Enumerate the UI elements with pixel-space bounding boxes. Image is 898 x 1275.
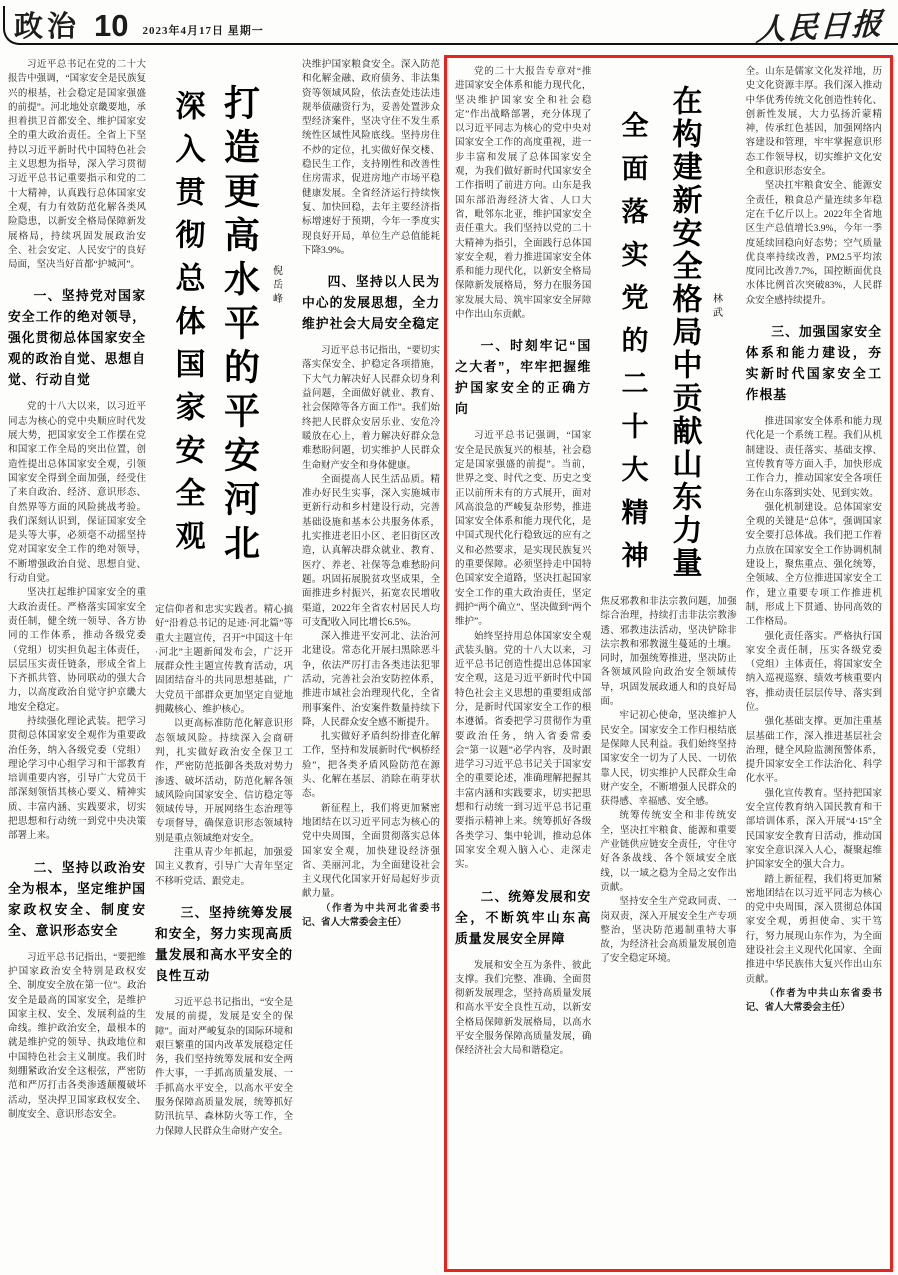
body-paragraph: 习近平总书记指出，“要切实落实保安全、护稳定各项措施，下大气力解决好人民群众切身利益问题，全面做好就业、教育、社会保障等各方面工作”。我们始终把人民群众安居乐业、安危冷暖放在心上，着力解决好群众急难愁盼问题，切实维护人民群众生命财产安全和身体健康。 bbox=[302, 346, 440, 471]
author-note: （作者为中共山东省委书记、省人大常委会主任） bbox=[745, 987, 882, 1014]
section-title: 政治 bbox=[14, 11, 81, 43]
body-paragraph: 全。山东是儒家文化发祥地，历史文化资源丰厚。我们深入推动中华优秀传统文化创造性转化、创新性发展，大力弘扬沂蒙精神，传承红色基因，加强网络内容建设和管理，牢牢掌握意识形态工作领导权，切实维护文化安全和意识形态安全。 bbox=[745, 67, 882, 178]
author-note: （作者为中共河北省委书记、省人大常委会主任） bbox=[302, 902, 440, 929]
body-paragraph: 统筹传统安全和非传统安全，坚决扛牢粮食、能源和重要产业链供应链安全责任，守住守好各条战线、各个领域安全底线，以一域之稳为全局之安作出贡献。 bbox=[600, 811, 737, 893]
hebei-column-2 bbox=[155, 58, 293, 1270]
body-paragraph: 定信仰者和忠实实践者。精心搞好“沿着总书记的足迹·河北篇”等重大主题宣传，召开“中国这十年·河北”主题新闻发布会，广泛开展群众性主题宣传教育活动，巩固团结奋斗的共同思想基础，广大党员干部群众更加坚定自觉地拥戴核心、维护核心。 bbox=[155, 605, 293, 716]
shandong-main-title: 在构建新安全格局中贡献山东力量 bbox=[667, 85, 701, 580]
shandong-column-2-text bbox=[600, 595, 736, 967]
section-heading: 三、加强国家安全体系和能力建设，夯实新时代国家安全工作根基 bbox=[745, 324, 882, 403]
body-paragraph: 决维护国家粮食安全。深入防范和化解金融、政府债务、非法集资等领域风险，依法查处违法违规举债融资行为，妥善处置涉众型经济案件，坚决守住不发生系统性区域性风险底线。坚持房住不炒的定位，扎实做好保交楼、稳民生工作，支持刚性和改善性住房需求，促进房地产市场平稳健康发展。全省经济运行持续恢复、加快回稳，去年主要经济指标增速好于预期，今年一季度实现良好开局，单位生产总值能耗下降3.9%。 bbox=[302, 60, 440, 256]
section-heading: 一、坚持党对国家安全工作的绝对领导，强化贯彻总体国家安全观的政治自觉、思想自觉、行动自觉 bbox=[8, 288, 146, 388]
page-header bbox=[0, 0, 898, 55]
body-paragraph: 持续强化理论武装。把学习贯彻总体国家安全观作为重要政治任务，纳入各级党委（党组）理论学习中心组学习和干部教育培训重要内容，引导广大党员干部深刻领悟其核心要义、精神实质、丰富内涵、实践要求，切实把思想和行动统一到党中央决策部署上来。 bbox=[8, 716, 146, 842]
body-paragraph: 牢记初心使命，坚决维护人民安全。国家安全工作归根结底是保障人民利益。我们始终坚持国家安全一切为了人民、一切依靠人民，切实维护人民群众生命财产安全，不断增强人民群众的获得感、幸福感、安全感。 bbox=[600, 711, 737, 808]
body-paragraph: 坚持安全生产党政同责、一岗双责，深入开展安全生产专项整治，坚决防范遏制重特大事故，为经济社会高质量发展创造了安全稳定环境。 bbox=[600, 897, 737, 965]
body-paragraph: 新征程上，我们将更加紧密地团结在以习近平同志为核心的党中央周围，全面贯彻落实总体国家安全观，加快建设经济强省、美丽河北，为全面建设社会主义现代化国家开好局起好步贡献力量。 bbox=[302, 803, 440, 900]
shandong-column-2 bbox=[600, 65, 736, 1262]
hebei-column-2-text bbox=[155, 603, 293, 1139]
body-paragraph: 习近平总书记在党的二十大报告中强调，“国家安全是民族复兴的根基，社会稳定是国家强盛的前提”。河北地处京畿要地，承担着拱卫首都安全、维护国家安全的重大政治责任。全省上下坚持以习近平新时代中国特色社会主义思想为指导，深入学习贯彻习近平总书记重要指示和党的二十大精神，认真践行总体国家安全观，有力有效防范化解各类风险隐患，以新安全格局保障新发展格局，持续巩固发展政治安全、社会安定、人民安宁的良好局面，坚决当好首都“护城河”。 bbox=[8, 60, 146, 271]
body-paragraph: 注重从青少年抓起，加强爱国主义教育，引导广大青年坚定不移听党话、跟党走。 bbox=[155, 848, 293, 887]
body-paragraph: 党的二十大报告专章对“推进国家安全体系和能力现代化，坚决维护国家安全和社会稳定”作出战略部署，充分体现了以习近平同志为核心的党中央对国家安全工作的高度重视，进一步丰富和发展了总体国家安全观，为我们做好新时代国家安全工作指明了前进方向。山东是我国东部沿海经济大省、人口大省，毗邻东北亚，维护国家安全责任重大。我们坚持以党的二十大精神为指引，全面践行总体国家安全观，着力推进国家安全体系和能力现代化，以新安全格局保障新发展格局，努力在服务国家发展大局、筑牢国家安全屏障中作出山东贡献。 bbox=[455, 67, 592, 321]
shandong-column-3 bbox=[746, 65, 882, 1262]
body-paragraph: 党的十八大以来，以习近平同志为核心的党中央顺应时代发展大势，把国家安全工作摆在党和国家工作全局的突出位置，创造性提出总体国家安全观，引领国家安全得到全面加强，经受住了来自政治、经济、意识形态、自然界等方面的风险挑战考验。我们深刻认识到，保证国家安全是头等大事，必须毫不动摇坚持党对国家安全工作的绝对领导，不断增强政治自觉、思想自觉、行动自觉。 bbox=[8, 402, 146, 585]
hebei-headline-block bbox=[155, 58, 293, 603]
body-paragraph: 习近平总书记指出，“安全是发展的前提，发展是安全的保障”。面对严峻复杂的国际环境和艰巨繁重的国内改革发展稳定任务，我们坚持统筹发展和安全两件大事，一手抓高质量发展、一手抓高水平安全，以高水平安全服务保障高质量发展，统筹抓好防汛抗旱、森林防火等工作，全力保障人民群众生命财产安全。 bbox=[155, 997, 293, 1137]
body-paragraph: 推进国家安全体系和能力现代化是一个系统工程。我们从机制建设、责任落实、基础支撑、宣传教育等方面入手，加快形成工作合力，推动国家安全各项任务在山东落到实处、见到实效。 bbox=[745, 417, 882, 499]
body-paragraph: 深入推进平安河北、法治河北建设。常态化开展扫黑除恶斗争，依法严厉打击各类违法犯罪活动，完善社会治安防控体系，推进市域社会治理现代化，全省刑事案件、治安案件数量持续下降，人民群众安全感不断提升。 bbox=[302, 632, 440, 728]
section-heading: 二、坚持以政治安全为根本，坚定维护国家政权安全、制度安全、意识形态安全 bbox=[8, 859, 146, 938]
body-paragraph: 焦反邪教和非法宗教问题，加强综合治理，持续打击非法宗教渗透、邪教违法活动，坚决铲除非法宗教和邪教滋生蔓延的土壤。同时，加强统筹推进，坚决防止各领域风险向政治安全领域传导，巩固发展政通人和的良好局面。 bbox=[600, 597, 737, 708]
masthead-logo: 人民日报 bbox=[754, 6, 885, 49]
shandong-headline-block bbox=[600, 65, 736, 595]
body-paragraph: 以更高标准防范化解意识形态领域风险。持续深入会商研判，扎实做好政治安全保卫工作，严密防范抵御各类敌对势力渗透、破坏活动，防范化解各领域风险向国家安全、信访稳定等领域传导，开展网络生态治理等专项督导，确保意识形态领域特别是重点领域绝对安全。 bbox=[155, 719, 293, 844]
body-paragraph: 强化基础支撑。更加注重基层基础工作，深入推进基层社会治理，健全风险监测预警体系，提升国家安全工作法治化、科学化水平。 bbox=[745, 717, 882, 785]
section-heading: 三、坚持统筹发展和安全，努力实现高质量发展和高水平安全的良性互动 bbox=[155, 904, 293, 983]
hebei-main-title: 打造更高水平的平安河北 bbox=[219, 84, 261, 568]
body-paragraph: 习近平总书记强调，“国家安全是民族复兴的根基，社会稳定是国家强盛的前提”。当前，世界之变、时代之变、历史之变正以前所未有的方式展开，面对风高浪急的严峻复杂形势，推进国家安全体系和能力现代化，是中国式现代化行稳致远的应有之义和必然要求，是实现民族复兴的重要保障。必须坚持走中国特色国家安全道路，坚决扛起国家安全工作的重大政治责任，坚定拥护“两个确立”、坚决做到“两个维护”。 bbox=[455, 431, 592, 628]
hebei-kicker: 深入贯彻总体国家安全观 bbox=[170, 90, 204, 563]
body-paragraph: 强化宣传教育。坚持把国家安全宣传教育纳入国民教育和干部培训体系，深入开展“4·15”全民国家安全教育日活动，推动国家安全意识深入人心，凝聚起维护国家安全的强大合力。 bbox=[745, 788, 882, 871]
hebei-column-3 bbox=[302, 58, 440, 1270]
hebei-byline: 倪岳峰 bbox=[270, 265, 282, 307]
section-heading: 二、统筹发展和安全，不断筑牢山东高质量发展安全屏障 bbox=[455, 888, 592, 946]
body-paragraph: 强化责任落实。严格执行国家安全责任制，压实各级党委（党组）主体责任，将国家安全纳入巡视巡察、绩效考核重要内容，推动责任层层传导、落实到位。 bbox=[745, 631, 882, 713]
body-paragraph: 扎实做好矛盾纠纷排查化解工作，坚持和发展新时代“枫桥经验”，把各类矛盾风险防范在源头、化解在基层、消除在萌芽状态。 bbox=[302, 732, 440, 800]
shandong-column-1 bbox=[455, 65, 591, 1262]
body-paragraph: 始终坚持用总体国家安全观武装头脑。党的十八大以来，习近平总书记创造性提出总体国家安全观，这是习近平新时代中国特色社会主义思想的重要组成部分，是新时代国家安全工作的根本遵循。省委把学习贯彻作为重要政治任务，纳入省委常委会“第一议题”必学内容，及时跟进学习习近平总书记关于国家安全的重要论述，准确理解把握其丰富内涵和实践要求，切实把思想和行动统一到习近平总书记重要指示精神上来。统筹抓好各级各类学习、集中轮训，推动总体国家安全观入脑入心、走深走实。 bbox=[455, 631, 592, 871]
article-shandong-red-frame bbox=[444, 55, 893, 1272]
article-hebei bbox=[8, 58, 440, 1270]
hebei-column-1 bbox=[8, 58, 146, 1270]
body-paragraph: 全面提高人民生活品质。精准办好民生实事，深入实施城市更新行动和乡村建设行动，完善基础设施和基本公共服务体系，扎实推进老旧小区、老旧街区改造，认真解决群众就业、教育、医疗、养老、社保等急难愁盼问题。巩固拓展脱贫攻坚成果，全面推进乡村振兴，拓宽农民增收渠道，2022年全省农村居民人均可支配收入同比增长6.5%。 bbox=[302, 474, 440, 628]
shandong-kicker: 全面落实党的二十大精神 bbox=[617, 111, 648, 584]
section-heading: 一、时刻牢记“国之大者”，牢牢把握维护国家安全的正确方向 bbox=[455, 338, 592, 417]
body-paragraph: 习近平总书记指出，“要把维护国家政治安全特别是政权安全、制度安全放在第一位”。政治安全是最高的国家安全，是维护国家主权、安全、发展利益的生命线。维护政治安全，最根本的就是维护党的领导、执政地位和中国特色社会主义制度。我们时刻绷紧政治安全这根弦，严密防范和严厉打击各类渗透颠覆破坏活动，坚决捍卫国家政权安全、制度安全、意识形态安全。 bbox=[8, 952, 146, 1120]
page-number: 10 bbox=[94, 8, 129, 43]
body-paragraph: 坚决扛牢粮食安全、能源安全责任，粮食总产量连续多年稳定在千亿斤以上。2022年全省地区生产总值增长3.9%，今年一季度延续回稳向好态势；空气质量优良率持续改善，PM2.5平均浓度同比改善7.7%，国控断面优良水体比例首次突破83%，人民群众安全感持续提升。 bbox=[745, 181, 882, 306]
section-heading: 四、坚持以人民为中心的发展思想，全力维护社会大局安全稳定 bbox=[302, 274, 440, 332]
shandong-byline: 林武 bbox=[710, 293, 722, 321]
body-paragraph: 强化机制建设。总体国家安全观的关键是“总体”，强调国家安全要打总体战。我们把工作着力点放在国家安全工作协调机制建设上，聚焦重点、强化统筹，全领域、全方位推进国家安全工作，建立重要专项工作推进机制，形成上下贯通、协同高效的工作格局。 bbox=[745, 502, 882, 628]
page-date: 2023年4月17日 星期一 bbox=[142, 25, 264, 37]
body-paragraph: 坚决扛起维护国家安全的重大政治责任。严格落实国家安全责任制，健全统一领导、各方协同的工作体系，推动各级党委（党组）切实担负起主体责任，层层压实责任链条，形成全省上下齐抓共管、协同联动的强大合力，以高度政治自觉守护京畿大地安全稳定。 bbox=[8, 588, 146, 713]
body-paragraph: 发展和安全互为条件、彼此支撑。我们完整、准确、全面贯彻新发展理念，坚持高质量发展和高水平安全良性互动，以新安全格局保障新发展格局，以高水平安全服务保障高质量发展，确保经济社会大局和谐稳定。 bbox=[455, 960, 592, 1057]
body-paragraph: 踏上新征程，我们将更加紧密地团结在以习近平同志为核心的党中央周围，深入贯彻总体国家安全观，勇担使命、实干笃行，努力展现山东作为，为全面建设社会主义现代化国家、全面推进中华民族伟大复兴作出山东贡献。 bbox=[745, 874, 882, 985]
